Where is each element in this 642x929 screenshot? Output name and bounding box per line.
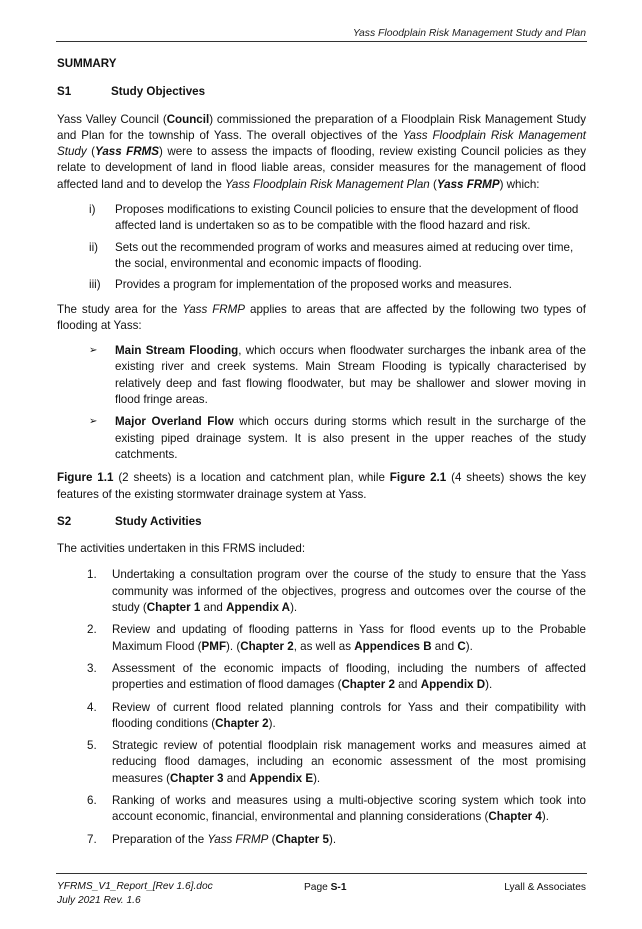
list-item [57,277,586,293]
italic-term: Yass FRMP [207,832,269,846]
bold-term: Appendix D [420,678,486,692]
list-marker: ii) [89,240,99,254]
text-run: and [200,601,227,615]
list-marker: 1. [87,568,97,582]
text-run: ( [86,145,96,159]
bold-term: PMF [201,639,227,653]
section-number: S2 [57,514,72,528]
bold-term: Appendix E [249,771,314,785]
list-item [57,738,586,787]
text-run: ). ( [226,639,241,653]
text-run: (4 sheets) shows the key features of the existing stormwater drainage system at Yass. [57,471,587,501]
list-item [57,700,586,733]
list-item [57,343,586,408]
text-run: ). [328,832,337,846]
footer-rule [56,873,587,874]
text-run: Yass Valley Council ( [57,112,167,126]
text-run: ). [541,810,549,824]
list-item [57,240,586,273]
text-run: and [431,639,458,653]
list-item [57,832,586,848]
arrow-bullet-icon: ➢ [89,416,98,428]
bold-italic-term: Yass FRMP [436,177,500,191]
list-marker: 5. [87,739,97,753]
list-marker: 6. [87,793,97,807]
list-item-text [112,700,586,733]
list-marker: 4. [87,700,97,714]
bold-term: Chapter 2 [215,716,269,730]
list-item [57,202,586,235]
text-run: and [223,771,250,785]
bold-term: Chapter 5 [275,832,329,846]
section-title: Study Activities [115,514,202,528]
footer-document-info [57,880,213,907]
list-item-text [112,661,586,694]
text-run: (2 sheets) is a location and catchment plan, while [113,471,390,485]
list-item-text: Proposes modifications to existing Council policies to ensure that the development of flood affected land is undertaken so as to be compatible with the flood hazard and risk. [115,203,579,233]
text-run: , as well as [293,639,355,653]
bold-italic-term: Yass FRMS [95,145,159,159]
page-number: S-1 [330,882,347,893]
text-run: ) which: [499,177,540,191]
text-run: applies to areas that are affected by the following two types of flooding at Yass: [57,302,586,332]
list-marker: 7. [87,832,97,846]
bold-term: Chapter 4 [488,810,542,824]
list-marker: iii) [89,278,101,292]
list-item-text [115,414,586,463]
text-run: ( [268,832,276,846]
text-run: and [394,678,421,692]
list-item-text: Sets out the recommended program of works and measures aimed at reducing over time, the social, environmental and economic impacts of flooding. [115,240,574,270]
text-run: ) were to assess the impacts of flooding, review existing Council policies as they relate to development of land in flood liable areas, consider measures for the management of flood affected land and to develop the [57,145,586,191]
footer-company: Lyall & Associates [504,882,586,893]
header-rule [56,41,587,42]
figure-reference: Figure 2.1 [389,471,447,485]
figure-reference: Figure 1.1 [57,471,114,485]
bold-term: C [457,639,466,653]
list-item [57,567,586,616]
text-run: ( [429,177,437,191]
bold-term: Appendices B [354,639,432,653]
bold-term: Chapter 2 [240,639,294,653]
flood-types-list [57,343,586,463]
section-number: S1 [57,85,72,99]
text-run: ). [485,678,493,692]
list-item-text [112,567,586,616]
list-item-text [112,793,586,826]
bold-term: Chapter 3 [170,771,224,785]
italic-term: Yass Floodplain Risk Management Study [57,128,586,159]
section-heading-s2 [57,514,586,530]
bold-term: Chapter 1 [146,601,201,615]
bold-term: Chapter 2 [341,678,395,692]
bold-term: Major Overland Flow [115,415,234,429]
text-run: , which occurs when floodwater surcharges the inbank area of the existing river and creek systems. Main Stream Flooding is typically characterised by relatively deep and fast flowing floodwater, but may be shallower and slower moving in flood fringe areas. [115,344,586,407]
list-item [57,661,586,694]
text-run: ). [290,601,298,615]
italic-term: Yass FRMP [182,302,246,316]
list-item-text [112,738,586,787]
list-marker: i) [89,203,96,217]
text-run: The study area for the [57,302,183,316]
section-heading-s1 [57,84,586,100]
text-run: which occurs during storms which result in the surcharge of the existing piped drainage system. It is also present in the upper reaches of the study catchments. [115,415,586,461]
bold-term: Appendix A [226,601,291,615]
text-run: Preparation of the [112,832,208,846]
footer-filename: YFRMS_V1_Report_[Rev 1.6].doc [57,881,213,892]
list-item-text [112,832,586,848]
text-run: Strategic review of potential floodplain risk management works and measures aimed at reducing flood damages, including an economic assessment of the most promising measures ( [112,739,586,785]
summary-title: SUMMARY [57,57,117,70]
text-run: ). [313,771,321,785]
text-run: Undertaking a consultation program over the course of the study to ensure that the Yass community was informed of the objectives, progress and outcomes over the course of the study ( [112,568,586,615]
text-run: Ranking of works and measures using a multi-objective scoring system which took into account economic, financial, environmental and planning considerations ( [112,793,586,824]
list-item [57,414,586,463]
page-label: Page [304,882,331,893]
footer-page [304,880,346,896]
footer-date: July 2021 Rev. 1.6 [57,894,141,906]
italic-term: Yass Floodplain Risk Management Plan [225,177,430,191]
text-run: Review of current flood related planning controls for Yass and their compatibility with flooding conditions ( [112,700,586,730]
list-item-text [112,622,586,655]
activities-list [57,567,586,847]
section-title: Study Objectives [111,85,206,99]
list-item-text [115,343,586,408]
list-marker: 3. [87,661,97,675]
text-run: ). [268,716,276,730]
objectives-list [57,202,586,293]
list-item [57,622,586,655]
figures-paragraph [57,470,586,503]
text-run: ) commissioned the preparation of a Floodplain Risk Management Study and Plan for the township of Yass. The overall objectives of the [57,112,586,142]
s1-intro-paragraph [57,112,586,193]
s2-intro-paragraph: The activities undertaken in this FRMS included: [57,542,306,556]
bold-term: Main Stream Flooding [115,344,239,358]
study-area-paragraph [57,302,586,335]
text-run: Assessment of the economic impacts of flooding, including the numbers of affected properties and estimation of flood damages ( [112,661,586,692]
list-item-text: Provides a program for implementation of the proposed works and measures. [115,278,512,292]
running-header: Yass Floodplain Risk Management Study and Plan [352,28,586,39]
text-run: ). [465,639,473,653]
list-item [57,793,586,826]
arrow-bullet-icon: ➢ [89,345,98,357]
bold-term: Council [166,112,210,126]
text-run: Review and updating of flooding patterns in Yass for flood events up to the Probable Maximum Flood ( [112,623,586,653]
list-marker: 2. [87,623,97,637]
page-content [57,56,586,854]
